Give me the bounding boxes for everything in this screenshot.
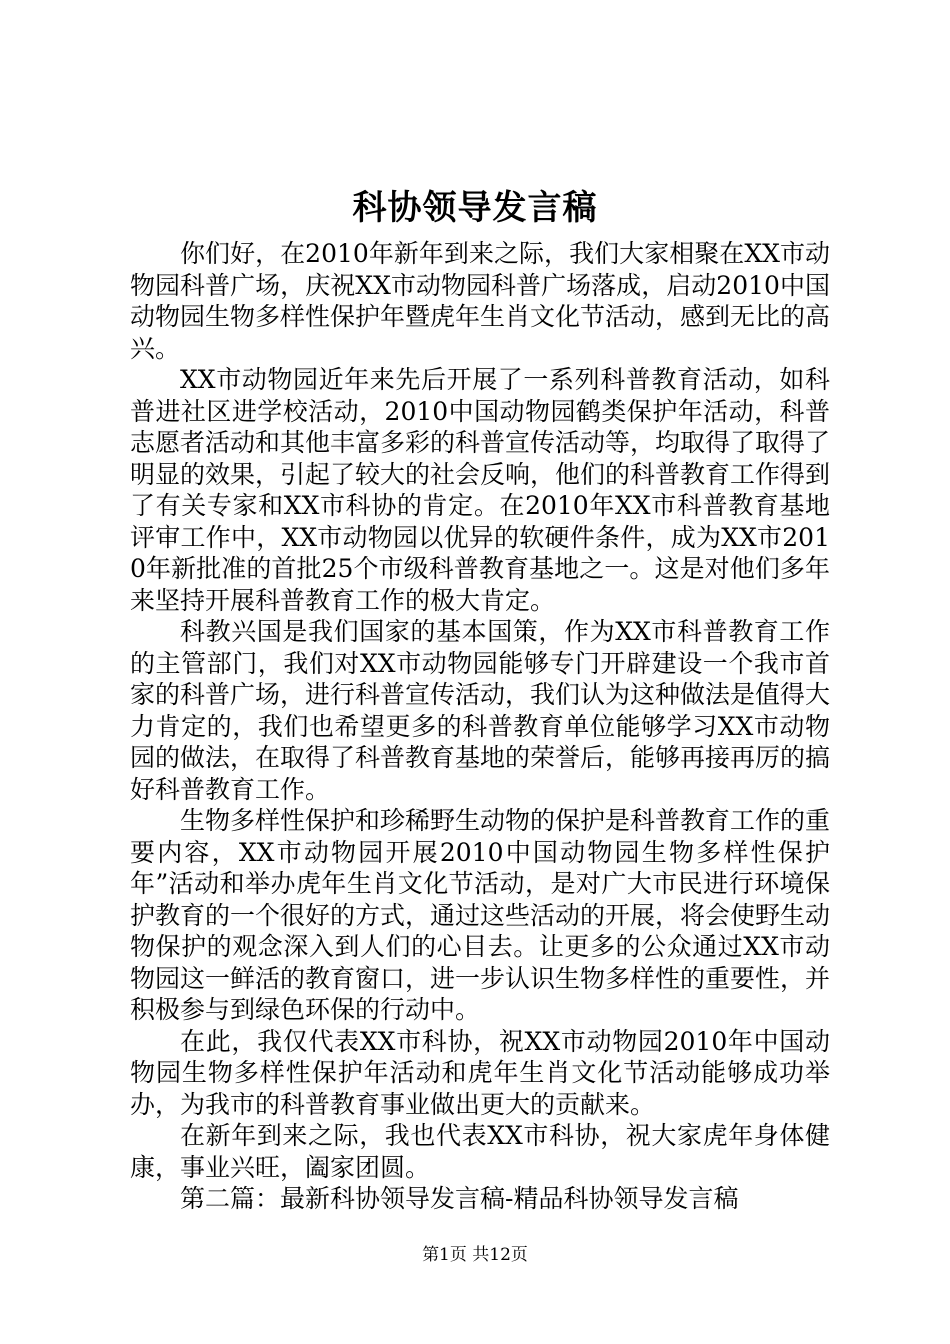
page-number-footer: 第1页 共12页 [422,1245,528,1265]
paragraph-zoo-activities: XX市动物园近年来先后开展了一系列科普教育活动，如科普进社区进学校活动，2010中国动物园鹤类保护年活动，科普志愿者活动和其他丰富多彩的科普宣传活动等，均取得了取得了明显的效果，引起了较大的社会反响，他们的科普教育工作得到了有关专家和XX市科协的肯定。在2010年XX市科普教育基地评审工作中，XX市动物园以优异的软硬件条件，成为XX市2010年新批准的首批25个市级科普教育基地之一。这是对他们多年来坚持开展科普教育工作的极大肯定。 [130,365,831,615]
paragraph-national-policy: 科教兴国是我们国家的基本国策，作为XX市科普教育工作的主管部门，我们对XX市动物园能够专门开辟建设一个我市首家的科普广场，进行科普宣传活动，我们认为这种做法是值得大力肯定的，我们也希望更多的科普教育单位能够学习XX市动物园的做法，在取得了科普教育基地的荣誉后，能够再接再厉的搞好科普教育工作。 [130,617,831,804]
paragraph-new-year-wishes: 在新年到来之际，我也代表XX市科协，祝大家虎年身体健康，事业兴旺，阖家团圆。 [130,1121,830,1182]
paragraph-biodiversity: 生物多样性保护和珍稀野生动物的保护是科普教育工作的重要内容，XX市动物园开展2010中国动物园生物多样性保护年”活动和举办虎年生肖文化节活动，是对广大市民进行环境保护教育的一个很好的方式，通过这些活动的开展，将会使野生动物保护的观念深入到人们的心目去。让更多的公众通过XX市动物园这一鲜活的教育窗口，进一步认识生物多样性的重要性，并积极参与到绿色环保的行动中。 [130,806,831,1024]
document-title: 科协领导发言稿 [352,188,598,228]
document-body [130,238,830,1215]
paragraph-second-article-heading: 第二篇：最新科协领导发言稿-精品科协领导发言稿 [180,1184,739,1213]
paragraph-greeting: 你们好，在2010年新年到来之际，我们大家相聚在XX市动物园科普广场，庆祝XX市动物园科普广场落成，启动2010中国动物园生物多样性保护年暨虎年生肖文化节活动，感到无比的高兴。 [130,239,831,363]
paragraph-congratulations: 在此，我仅代表XX市科协，祝XX市动物园2010年中国动物园生物多样性保护年活动和虎年生肖文化节活动能够成功举办，为我市的科普教育事业做出更大的贡献来。 [130,1026,830,1119]
